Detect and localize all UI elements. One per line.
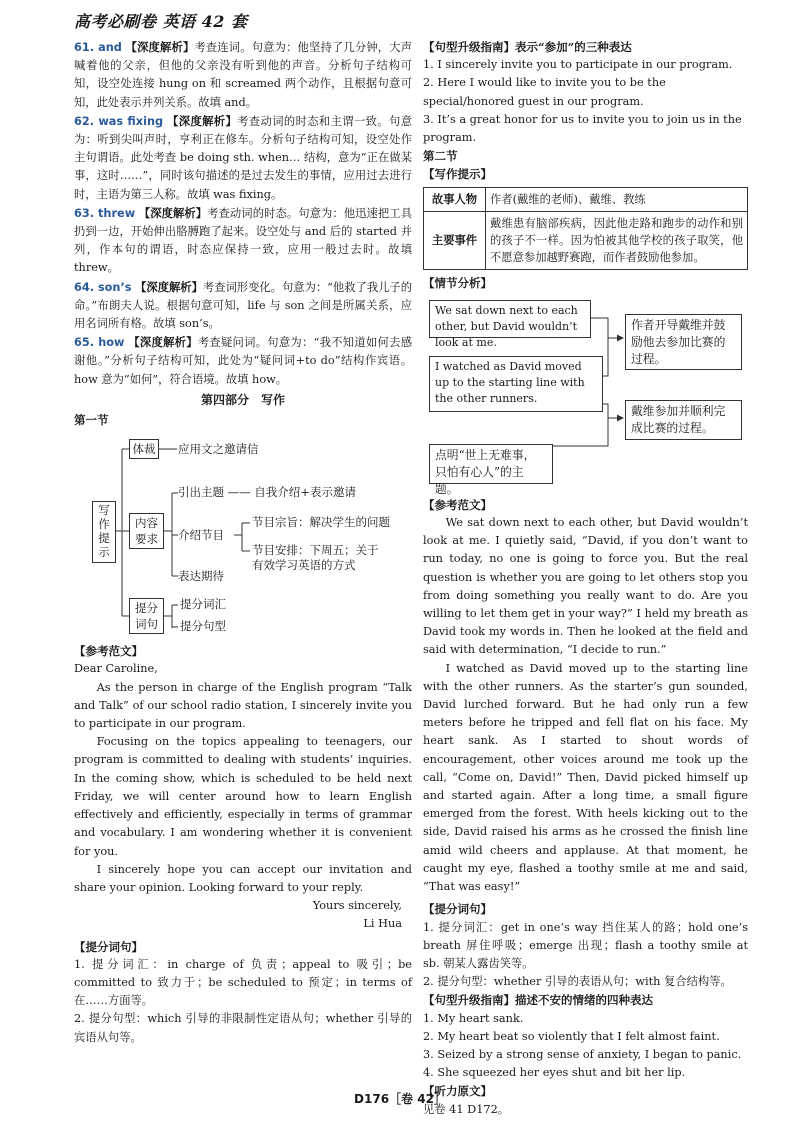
- plot-box-2: I watched as David moved up to the starting line with the other runners.: [429, 356, 603, 412]
- mindmap-root: 写作提示: [92, 501, 116, 563]
- answer-number: 63. threw: [74, 206, 136, 220]
- closing: Yours sincerely,: [312, 899, 402, 913]
- mindmap-content: 内容要求: [129, 513, 164, 549]
- summary-value: 作者(戴维的老师)、戴维、教练: [486, 187, 748, 211]
- listening-label: 【听力原文】: [423, 1084, 492, 1099]
- summary-key: 故事人物: [424, 187, 486, 211]
- mindmap-program-plan-2: 有效学习英语的方式: [252, 558, 356, 573]
- right-column: [423, 38, 748, 1119]
- mindmap-tips: 提分词句: [129, 598, 164, 634]
- plot-box-4: 戴维参加并顺利完成比赛的过程。: [625, 400, 742, 440]
- page-footer: D176［卷 42］: [354, 1092, 446, 1106]
- tips-label: 【提分词句】: [74, 939, 143, 954]
- guide1-item: 3. It’s a great honor for us to invite you to join us in the program.: [423, 112, 742, 145]
- summary-value: 戴维患有脑部疾病，因此他走路和跑步的动作和别的孩子不一样。因为怕被其他学校的孩子取笑，他不愿意参加越野赛跑，而作者鼓励他参加。: [486, 211, 748, 269]
- mindmap-connectors: [74, 433, 412, 628]
- answer-tag: 【深度解析】: [135, 279, 203, 294]
- section1-label: 第一节: [74, 413, 109, 428]
- answer-number: 62. was fixing: [74, 114, 164, 128]
- plot-label: 【情节分析】: [423, 275, 492, 290]
- model-essay-label: 【参考范文】: [423, 497, 492, 512]
- answer-tag: 【深度解析】: [125, 40, 195, 54]
- mindmap-sentences: 提分句型: [180, 619, 226, 634]
- writing-mindmap: [74, 433, 412, 634]
- plot-box-1: We sat down next to each other, but David wouldn’t look at me.: [429, 300, 591, 338]
- mindmap-program-aim: 节目宗旨：解决学生的问题: [252, 515, 390, 530]
- guide2-item: 2. My heart beat so violently that I felt almost faint.: [423, 1029, 720, 1043]
- guide2-item: 1. My heart sank.: [423, 1011, 524, 1025]
- answer-63: [74, 204, 412, 278]
- mindmap-theme-value: 应用文之邀请信: [178, 442, 259, 457]
- tip-item: 2. 提分句型：which 引导的非限制性定语从句；whether 引导的宾语从句等。: [74, 1012, 412, 1044]
- signature: Li Hua: [363, 917, 402, 931]
- mindmap-expect: 表达期待: [178, 569, 224, 584]
- listening-ref: 见卷 41 D172。: [423, 1102, 510, 1116]
- answer-number: 61. and: [74, 41, 122, 54]
- page-header: 高考必刷卷 英语 42 套: [74, 12, 248, 31]
- answer-tag: 【深度解析】: [128, 335, 198, 350]
- guide1-label: 【句型升级指南】表示“参加”的三种表达: [423, 40, 632, 54]
- guide2-item: 3. Seized by a strong sense of anxiety, I began to panic.: [423, 1047, 742, 1061]
- essay-paragraph: We sat down next to each other, but David wouldn’t look at me. I quietly said, “David, if you don’t want to run today, no one is going to force you. But the real question is whether you are going to let others stop you from doing something you really want to do. Are you willing to let them get in your way?” I held my breath as David took my words in. Then he looked at the field and said with determination, “I decide to run.”: [423, 516, 748, 657]
- answer-tag: 【深度解析】: [138, 205, 208, 220]
- model-essay-label: 【参考范文】: [74, 644, 143, 659]
- answer-text: 考查连词。句意为：他坚持了几分钟，大声喊着他的父亲，但他的父亲没有听到他的声音。分析句子结构可知，设空处连接 hung on 和 screamed 两个动作，且根据句意可知，此处表示并列关系。故填 and。: [74, 41, 412, 109]
- mindmap-program-plan: 节目安排：下周五；关于: [252, 543, 379, 558]
- mindmap-theme: 体裁: [129, 439, 159, 459]
- summary-key: 主要事件: [424, 211, 486, 269]
- guide1-item: 2. Here I would like to invite you to be the special/honored guest in our program.: [423, 76, 666, 108]
- tips-label: 【提分词句】: [423, 902, 492, 917]
- mindmap-program: 介绍节目: [178, 528, 224, 543]
- answer-62: [74, 112, 412, 204]
- plot-box-5: 点明“世上无难事，只怕有心人”的主题。: [429, 444, 553, 484]
- table-row: [424, 211, 748, 269]
- answer-64: [74, 278, 412, 334]
- section2-label: 第二节: [423, 149, 458, 164]
- story-summary-table: [423, 187, 748, 270]
- salutation: Dear Caroline,: [74, 662, 158, 676]
- tip-item: 1. 提分词汇：in charge of 负责；appeal to 吸引；be committed to 致力于；be scheduled to 预定；in terms of 在……方面等。: [74, 957, 412, 1008]
- answer-61: [74, 38, 412, 112]
- answer-number: 65. how: [74, 336, 125, 350]
- guide2-label: 【句型升级指南】描述不安的情绪的四种表达: [423, 993, 653, 1008]
- plot-box-3: 作者开导戴维并鼓励他去参加比赛的过程。: [625, 314, 742, 370]
- essay-paragraph: I watched as David moved up to the starting line with the other runners. As the starter’s gun sounded, David lurched forward. But he had only run a few meters before he tripped and fell flat on his face. My heart sank. As I started to shout words of encouragement, other voices around me took up the call, “Come on, David!” Then, David picked himself up and started again. After a long time, a small figure emerged from the forest. With heels kicking out to the side, David raised his arms as he crossed the finish line amid wild cheers and applause. At that moment, he caught my eye, flashed a toothy smile at me and said, “That was easy!”: [423, 661, 748, 894]
- plot-diagram: [423, 296, 748, 494]
- writing-tips-label: 【写作提示】: [423, 167, 492, 182]
- guide2-item: 4. She squeezed her eyes shut and bit her lip.: [423, 1066, 686, 1080]
- answer-text: 考查动词的时态。句意为：他迅速把工具扔到一边，开始伸出胳膊跑了起来。设空处与 and 后的 started 并列，作本句的谓语，时态应保持一致，应用一般过去时。故填 threw。: [74, 206, 412, 275]
- mindmap-vocab: 提分词汇: [180, 597, 226, 612]
- guide1-item: 1. I sincerely invite you to participate in our program.: [423, 58, 733, 72]
- essay-paragraph: I sincerely hope you can accept our invitation and share your opinion. Looking forward to your reply.: [74, 862, 412, 894]
- answer-65: [74, 333, 412, 389]
- answer-tag: 【深度解析】: [167, 113, 238, 128]
- part4-title: 第四部分 写作: [200, 392, 285, 407]
- left-column: [74, 38, 412, 1047]
- mindmap-intro: 引出主题 —— 自我介绍+表示邀请: [178, 485, 356, 500]
- tip-item: 2. 提分句型：whether 引导的表语从句；with 复合结构等。: [423, 975, 732, 989]
- essay-paragraph: As the person in charge of the English program “Talk and Talk” of our school radio station, I sincerely invite you to participate in our program.: [74, 680, 412, 731]
- answer-text: 考查动词的时态和主谓一致。句意为：听到尖叫声时，亨利正在修车。分析句子结构可知，设空处作主句谓语。此处考查 be doing sth. when… 结构，意为“正在做某事，这时……”，同时该句描述的是过去发生的事情，应用过去进行时，主语为第三人称。故填 was fixing。: [74, 114, 412, 201]
- table-row: [424, 187, 748, 211]
- answer-text: 考查词形变化。句意为：“他救了我儿子的命。”布朗夫人说。根据句意可知，life 与 son 之间是所属关系，应用名词所有格。故填 son’s。: [74, 280, 413, 331]
- answer-text: 考查疑问词。句意为：“我不知道如何去感谢他。”分析句子结构可知，此处为“疑问词+to do”结构作宾语。how 意为“如何”，符合语境。故填 how。: [74, 336, 412, 386]
- essay-paragraph: Focusing on the topics appealing to teenagers, our program is committed to dealing with students’ inquiries. In the coming show, which is scheduled to be held next Friday, we will center around how to learn English effectively and efficiently, especially in terms of grammar and vocabulary. I am wondering whether it is convenient for you.: [74, 735, 412, 858]
- answer-number: 64. son’s: [74, 280, 132, 294]
- tip-item: 1. 提分词汇：get in one’s way 挡住某人的路；hold one’s breath 屏住呼吸；emerge 出现；flash a toothy smile at sb. 朝某人露齿笑等。: [423, 920, 748, 970]
